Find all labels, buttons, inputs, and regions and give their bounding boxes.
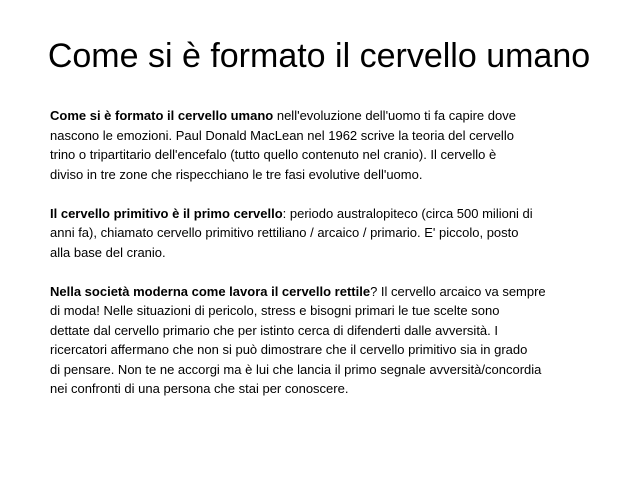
text-line [50, 223, 606, 243]
line-text: alla base del cranio. [50, 244, 166, 260]
line-text: dettate dal cervello primario che per istinto cerca di difenderti dalle avversità. I [50, 322, 498, 338]
text-line [50, 282, 606, 302]
line-text: nell'evoluzione dell'uomo ti fa capire dove [273, 108, 516, 123]
text-line [50, 321, 606, 341]
line-text: nei confronti di una persona che stai per conoscere. [50, 381, 349, 396]
text-line [50, 145, 606, 165]
line-text: trino o tripartitario dell'encefalo (tutto quello contenuto nel cranio). Il cervello è [50, 147, 497, 162]
body-paragraph [50, 106, 606, 184]
text-line [50, 106, 606, 126]
slide-title: Come si è formato il cervello umano [47, 37, 591, 75]
slide-body [50, 106, 606, 399]
line-text: nascono le emozioni. Paul Donald MacLean nel 1962 scrive la teoria del cervello [50, 127, 514, 143]
text-line [50, 243, 606, 263]
line-text: diviso in tre zone che rispecchiano le tre fasi evolutive dell'uomo. [50, 166, 423, 182]
line-text: ? Il cervello arcaico va sempre [370, 283, 546, 299]
bold-text: Nella società moderna come lavora il cervello rettile [50, 283, 371, 299]
body-paragraph [50, 282, 606, 399]
text-line [50, 340, 606, 360]
text-line [50, 379, 606, 399]
line-text: ricercatori affermano che non si può dimostrare che il cervello primitivo sia in grado [50, 342, 528, 357]
line-text: : periodo australopiteco (circa 500 milioni di [282, 205, 533, 221]
bold-text: Come si è formato il cervello umano [50, 108, 274, 123]
bold-text: Il cervello primitivo è il primo cervello [50, 205, 283, 221]
line-text: di moda! Nelle situazioni di pericolo, stress e bisogni primari le tue scelte sono [50, 303, 500, 318]
text-line [50, 360, 606, 380]
body-paragraph [50, 204, 606, 263]
line-text: anni fa), chiamato cervello primitivo rettiliano / arcaico / primario. E' piccolo, posto [50, 225, 519, 240]
text-line [50, 204, 606, 224]
text-line [50, 301, 606, 321]
text-line [50, 126, 606, 146]
text-line [50, 165, 606, 185]
line-text: di pensare. Non te ne accorgi ma è lui che lancia il primo segnale avversità/concordia [50, 361, 542, 377]
